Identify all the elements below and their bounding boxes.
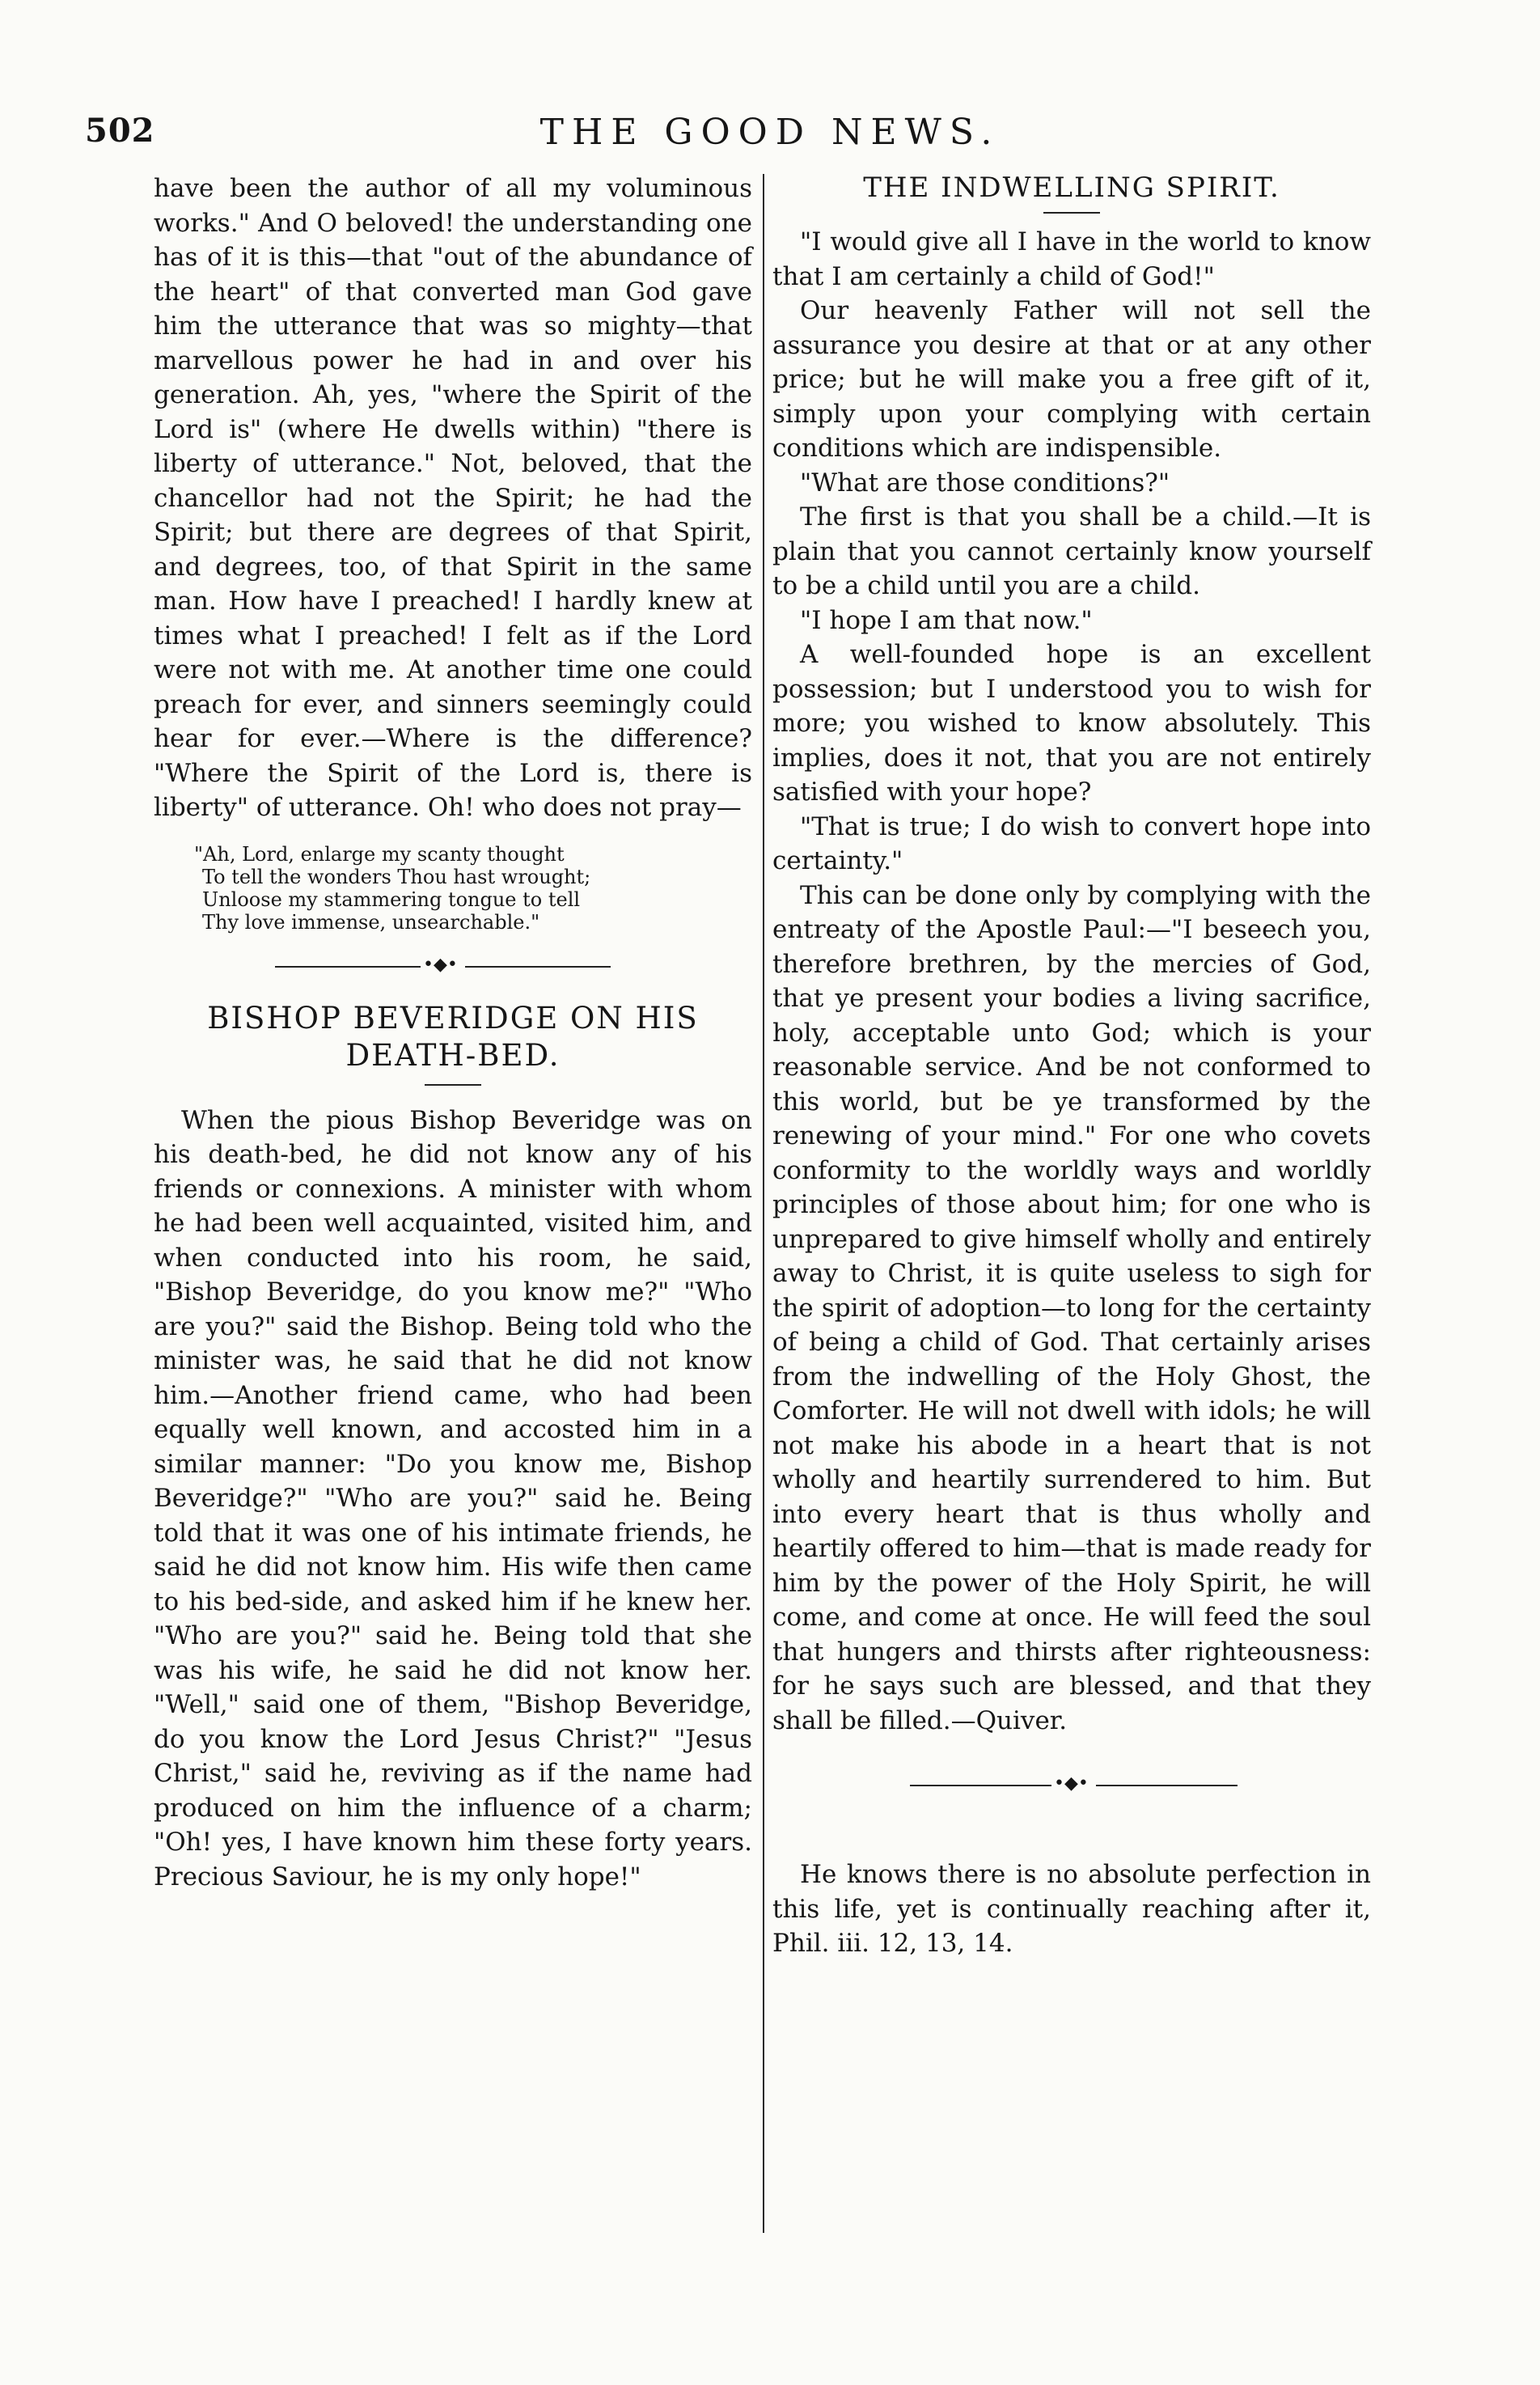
article-paragraph: A well-founded hope is an excellent possession; but I understood you to wish for more; you wished to know absolutely. This implies, does it not, that you are not entirely satisfied with your hope? [772,640,1371,807]
closing-text: He knows there is no absolute perfection in this life, yet is continually reaching after it, Phil. iii. 12, 13, 14. [772,1860,1371,1958]
poem-line: To tell the wonders Thou hast wrought; [202,865,591,888]
divider-rule-right [1096,1785,1238,1786]
article-title: THE INDWELLING SPIRIT. [863,172,1280,204]
article-paragraph: The first is that you shall be a child.—It is plain that you cannot certainly know yourself to be a child until you are a child. [772,502,1371,600]
article-title-line: BISHOP BEVERIDGE ON HIS [207,1000,699,1036]
article-paragraph: Our heavenly Father will not sell the assurance you desire at that or at any other price; but he will make you a free gift of it, simply upon your complying with certain conditions which are indispensible. [772,296,1371,463]
running-head [0,112,1540,160]
title-rule [425,1084,481,1086]
divider-rule-left [275,966,421,968]
poem-line: Unloose my stammering tongue to tell [202,887,581,911]
title-rule [1043,212,1100,214]
column-rule [763,174,764,2233]
section-divider [154,950,752,982]
divider-rule-right [465,966,611,968]
poem-quote [194,843,752,934]
poem-line: "Ah, Lord, enlarge my scanty thought [194,842,565,866]
right-column [772,172,1371,1961]
article-paragraph: "That is true; I do wish to convert hope into certainty." [772,811,1371,875]
article-paragraph: "I hope I am that now." [800,605,1093,635]
article-paragraph: This can be done only by complying with the entreaty of the Apostle Paul:—"I beseech you, therefore brethren, by the mercies of God, that ye present your bodies a living sacrifice, holy, acceptable unto God; which is your reasonable service. And be not conformed to this world, but be ye transformed by the renewing of your mind." For one who covets conformity to the worldly ways and worldly principles of those about him; for one who is unprepared to give himself wholly and entirely away to Christ, it is quite useless to sigh for the spirit of adoption—to long for the certainty of being a child of God. That certainly arises from the indwelling of the Holy Ghost, the Comforter. He will not dwell with idols; he will not make his abode in a heart that is not wholly and heartily surrendered to him. But into every heart that is thus wholly and heartily offered to him—that is made ready for him by the power of the Holy Spirit, he will come, and come at once. He will feed the soul that hungers and thirsts after righteousness: for he says such are blessed, and that they shall be filled.—Quiver. [772,880,1371,1735]
poem-line: Thy love immense, unsearchable." [202,910,540,934]
continued-paragraph: have been the author of all my voluminous works." And O beloved! the understanding one has of it is this—that "out of the abundance of the heart" of that converted man God gave him the utterance that was so mighty—that marvellous power he had in and over his generation. Ah, yes, "where the Spirit of the Lord is" (where He dwells within) "there is liberty of utterance." Not, beloved, that the chancellor had not the Spirit; he had the Spirit; but there are degrees of that Spirit, and degrees, too, of that Spirit in the same man. How have I preached! I hardly knew at times what I preached! I felt as if the Lord were not with me. At another time one could preach for ever, and sinners seemingly could hear for ever.—Where is the difference? "Where the Spirit of the Lord is, there is liberty" of utterance. Oh! who does not pray— [154,174,752,822]
article-title-line: DEATH-BED. [345,1037,561,1073]
divider-ornament: •◆• [1054,1773,1089,1794]
divider-rule-left [910,1785,1051,1786]
section-divider [772,1769,1371,1801]
divider-ornament: •◆• [423,954,458,975]
journal-title: THE GOOD NEWS. [539,112,1001,153]
article-paragraph: When the pious Bishop Beveridge was on his death-bed, he did not know any of his friends or connexions. A minister with whom he had been well acquainted, visited him, and when conducted into his room, he said, "Bishop Beveridge, do you know me?" "Who are you?" said the Bishop. Being told who the minister was, he said that he did not know him.—Another friend came, who had been equally well known, and accosted him in a similar manner: "Do you know me, Bishop Beveridge?" "Who are you?" said he. Being told that it was one of his intimate friends, he said he did not know him. His wife then came to his bed-side, and asked him if he knew her. "Who are you?" said he. Being told that she was his wife, he said he did not know her. "Well," said one of them, "Bishop Beveridge, do you know the Lord Jesus Christ?" "Jesus Christ," said he, reviving as if the name had produced on him the influence of a charm; "Oh! yes, I have known him these forty years. Precious Saviour, he is my only hope!" [154,1105,752,1891]
article-title [154,1000,752,1074]
article-paragraph: "What are those conditions?" [800,468,1170,498]
page-number: 502 [85,112,155,150]
article-paragraph: "I would give all I have in the world to know that I am certainly a child of God!" [772,227,1371,291]
left-column [154,172,752,1894]
